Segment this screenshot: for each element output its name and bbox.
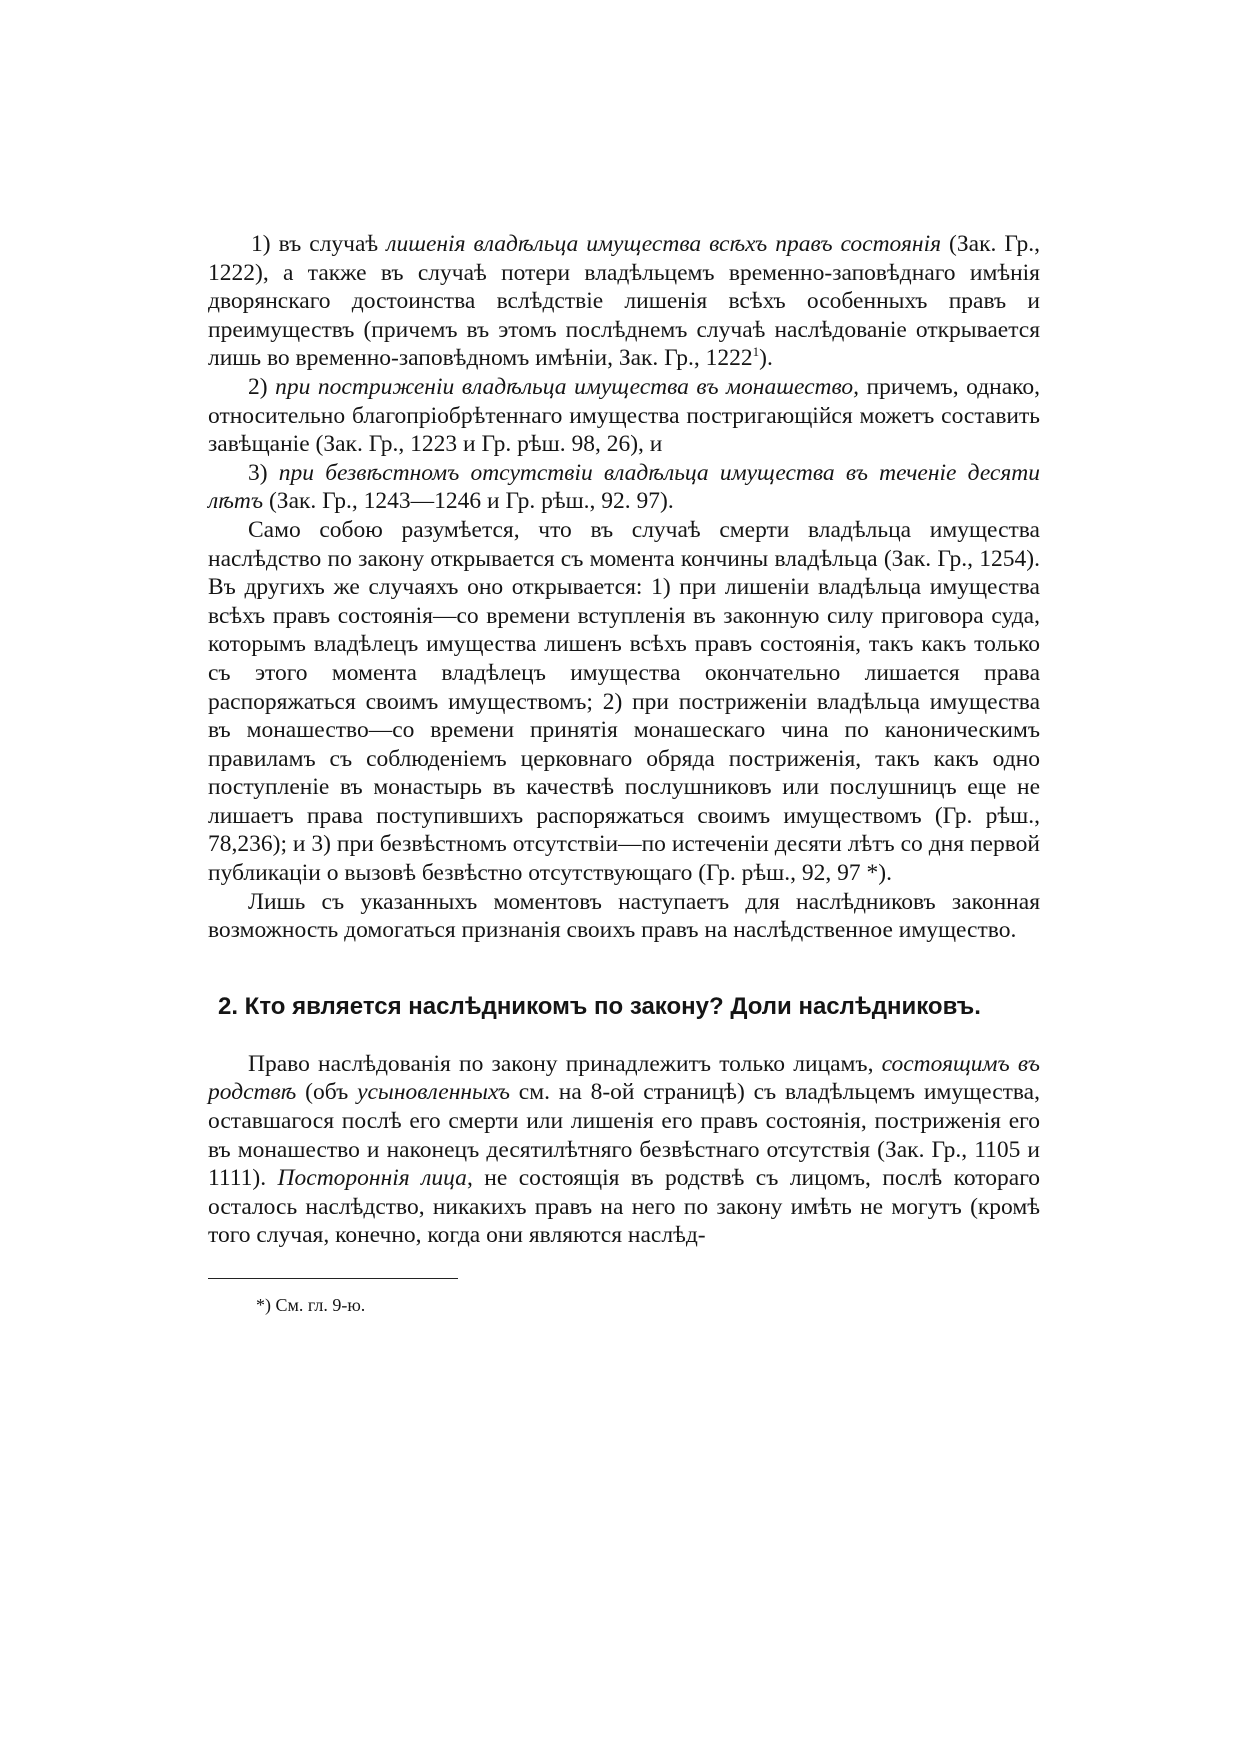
item-1-emphasis: лишенія владѣльца имущества всѣхъ правъ состоянія xyxy=(386,231,942,257)
item-3-number: 3) xyxy=(248,459,279,486)
item-1-number: 1) въ случаѣ xyxy=(251,231,387,257)
item-1-text: (Зак. Гр., 1222), а также въ случаѣ потери владѣльцемъ временно-заповѣднаго имѣнія дворянскаго достоинства вслѣдствіе лишенія всѣхъ особенныхъ правъ и преимуществъ (причемъ въ этомъ послѣднемъ случаѣ наслѣдованіе открывается лишь во временно-заповѣдномъ имѣніи, Зак. Гр., 1222 xyxy=(208,231,1040,372)
para-3-text-c: см. на 8-ой страницѣ) съ владѣльцемъ имущества, оставшагося послѣ его смерти или лишенія его правъ состоянія, постриженія его въ монашество и наконецъ десятилѣтняго безвѣстнаго отсутствія (Зак. Гр., 1105 и 1111). xyxy=(208,1079,1040,1192)
para-3-emphasis-2: усыновленныхъ xyxy=(357,1079,510,1106)
section-heading: 2. Кто является наслѣдникомъ по закону? Доли наслѣдниковъ. xyxy=(218,992,981,1020)
item-2-emphasis: при постриженіи владѣльца имущества въ монашество, xyxy=(275,373,859,400)
document-page xyxy=(208,230,1040,1317)
item-1-tail: ). xyxy=(759,345,773,372)
item-1-superscript: 1 xyxy=(752,344,760,360)
item-2-number: 2) xyxy=(248,373,276,400)
item-2-text: причемъ, однако, относительно благопріобрѣтеннаго имущества постригающійся можетъ составить завѣщаніе (Зак. Гр., 1223 и Гр. рѣш. 98, 26), и xyxy=(208,373,1041,458)
list-item-1 xyxy=(208,230,1040,373)
body-paragraph-2: Лишь съ указанныхъ моментовъ наступаетъ для наслѣдниковъ законная возможность домогаться признанія своихъ правъ на наслѣдственное имущество. xyxy=(208,888,1040,944)
para-3-text-d: , не состоящія въ родствѣ съ лицомъ, послѣ котораго осталось наслѣдство, никакихъ правъ на него по закону имѣть не могутъ (кромѣ того случая, конечно, когда они являются наслѣд- xyxy=(208,1165,1040,1249)
para-3-emphasis-3: Постороннія лица xyxy=(277,1165,467,1192)
list-item-2 xyxy=(208,373,1040,459)
section-spacer xyxy=(208,1022,1040,1050)
body-paragraph-3 xyxy=(208,1050,1040,1250)
footnote-divider xyxy=(208,1278,458,1279)
list-item-3 xyxy=(208,459,1040,516)
item-3-emphasis: при безвѣстномъ отсутствіи владѣльца имущества въ теченіе десяти лѣтъ xyxy=(208,459,1041,515)
para-3-emphasis-1: состоящимъ въ родствѣ xyxy=(208,1050,1040,1106)
para-3-text-a: Право наслѣдованія по закону принадлежитъ только лицамъ, xyxy=(248,1050,882,1077)
footnote: *) См. гл. 9-ю. xyxy=(256,1295,366,1315)
para-3-text-b: (объ xyxy=(296,1079,358,1106)
item-3-text: (Зак. Гр., 1243—1246 и Гр. рѣш., 92. 97). xyxy=(263,488,674,515)
body-paragraph-1: Само собою разумѣется, что въ случаѣ смерти владѣльца имущества наслѣдство по закону открывается съ момента кончины владѣльца (Зак. Гр., 1254). Въ другихъ же случаяхъ оно открывается: 1) при лишеніи владѣльца имущества всѣхъ правъ состоянія—со времени вступленія въ законную силу приговора суда, которымъ владѣлецъ имущества лишенъ всѣхъ правъ состоянія, такъ какъ только съ этого момента владѣлецъ имущества окончательно лишается права распоряжаться своимъ имуществомъ; 2) при постриженіи владѣльца имущества въ монашество—со времени принятія монашескаго чина по каноническимъ правиламъ съ соблюденіемъ церковнаго обряда постриженія, такъ какъ одно поступленіе въ монастырь въ качествѣ послушниковъ или послушницъ еще не лишаетъ права поступившихъ распоряжаться своимъ имуществомъ (Гр. рѣш., 78,236); и 3) при безвѣстномъ отсутствіи—по истеченіи десяти лѣтъ со дня первой публикаціи о вызовѣ безвѣстно отсутствующаго (Гр. рѣш., 92, 97 *). xyxy=(208,516,1040,887)
